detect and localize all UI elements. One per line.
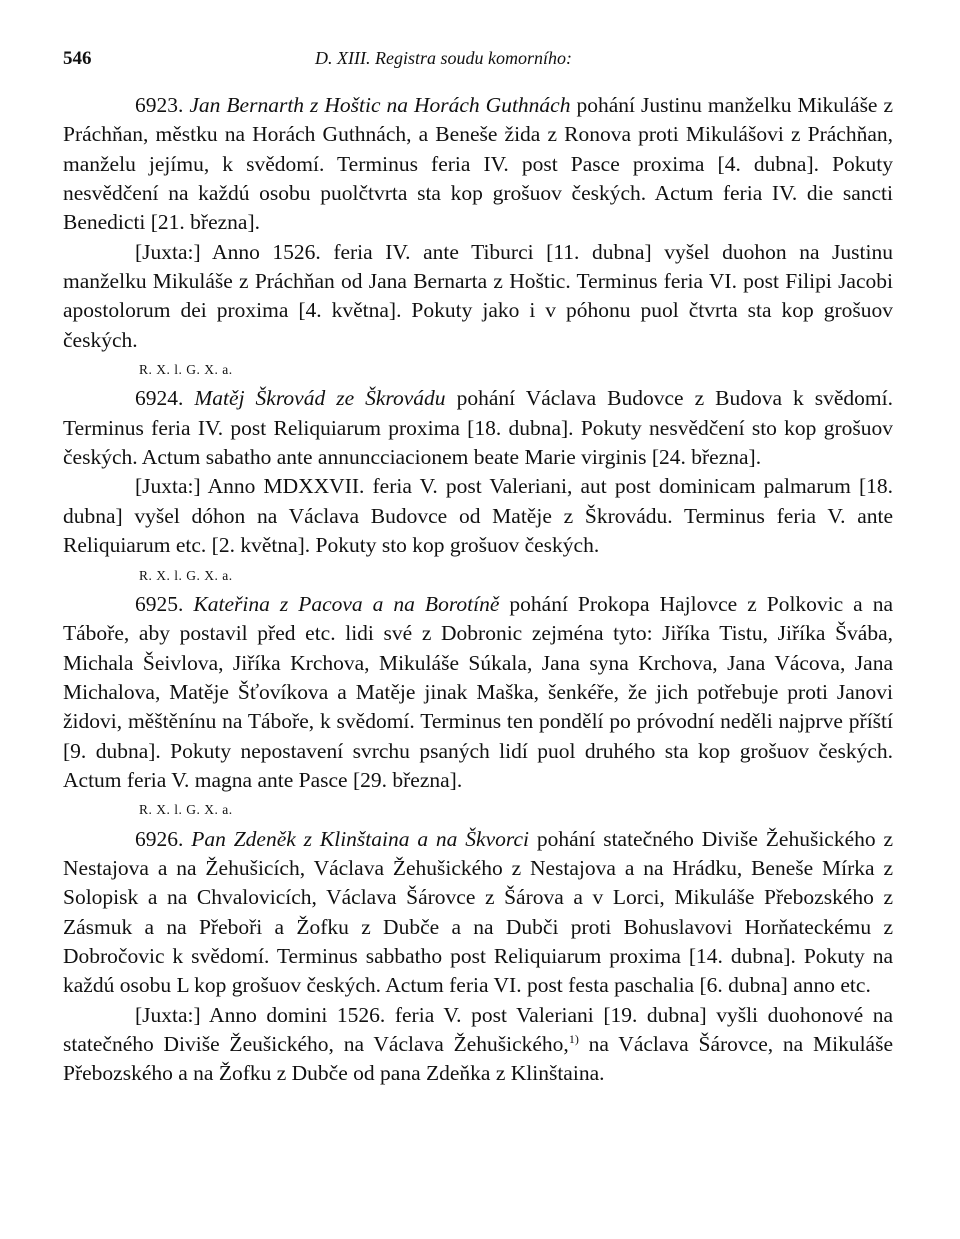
entry-number: 6926.: [135, 826, 184, 851]
entry-party: Jan Bernarth z Hoštic na Horách Guthnách: [189, 93, 571, 117]
page-number: 546: [63, 48, 92, 69]
entry-text: pohání Justinu manželku Mikuláše z Práchňan, městku na Horách Guthnách, a Beneše žida z Ronova proti Mikulášovi z Práchňan, manželu jejímu, k svědomí. Terminus feria IV. post Pasce proxima [4. dubna]. Pokuty nesvědčení na každú osobu puolčtvrta sta kop grošuov českých. Actum feria IV. die sancti Benedicti [21. března].: [63, 93, 894, 235]
footnote-mark: 1): [568, 1031, 579, 1046]
entry-text: pohání Václava Budovce z Budova k svědomí. Terminus feria IV. post Reliquiarum proxima [18. dubna]. Pokuty nesvědčení sto kop grošuov českých. Actum sabatho ante annuncciacionem beate Marie virginis [24. března].: [63, 386, 894, 470]
entry-6923-signature: R. X. l. G. X. a.: [139, 362, 233, 378]
entry-number: 6924.: [135, 386, 184, 411]
entry-6925: [63, 590, 893, 795]
entry-6923-juxta: [Juxta:] Anno 1526. feria IV. ante Tiburci [11. dubna] vyšel duohon na Justinu manželku Mikuláše z Práchňan od Jana Bernarta z Hoštic. Terminus feria VI. post Filipi Jacobi apostolorum dei proxima [4. května]. Pokuty jako i v póhonu puol čtvrta sta kop grošuov českých.: [63, 239, 893, 352]
entry-text: pohání statečného Diviše Žehušického z Nestajova a na Žehušicích, Václava Žehušického z Nestajova a na Hrádku, Beneše Mírka z Solopisk a na Chvalovicích, Václava Šárovce z Šárova a v Lorci, Mikuláše Přebozského z Zásmuk a na Přeboři a Žofku z Dubče a na Dubči proti Bohuslavovi Horňateckému z Dobročovic k svědomí. Terminus sabbatho post Reliquiarum proxima [14. dubna]. Pokuty na každú osobu L kop grošuov českých. Actum feria VI. post festa paschalia [6. dubna] anno etc.: [63, 826, 894, 998]
entry-6926-juxta: [63, 1001, 893, 1089]
entries: [63, 91, 893, 1089]
entry-6923: [63, 91, 893, 238]
running-title: D. XIII. Registra soudu komorního:: [315, 48, 572, 68]
juxta-tail: na Václava Šárovce, na Mikuláše Přebozského a na Žofku z Dubče od pana Zdeňka z Klinštaina.: [63, 1032, 893, 1086]
entry-number: 6925.: [135, 591, 184, 616]
entry-6925-signature: R. X. l. G. X. a.: [139, 802, 233, 818]
entry-6924-juxta: [Juxta:] Anno MDXXVII. feria V. post Valeriani, aut post dominicam palmarum [18. dubna] vyšel dóhon na Václava Budovce od Matěje z Škrovádu. Terminus feria V. ante Reliquiarum etc. [2. května]. Pokuty sto kop grošuov českých.: [63, 474, 893, 558]
entry-number: 6923.: [135, 93, 184, 117]
juxta-text: [Juxta:] Anno domini 1526. feria V. post Valeriani [19. dubna] vyšli duohonové na statečného Diviše Žeušického, na Václava Žehušického,: [63, 1002, 893, 1056]
book-page: [63, 40, 893, 1089]
entry-party: Pan Zdeněk z Klinštaina a na Škvorci: [191, 826, 529, 851]
entry-6926: [63, 825, 893, 1001]
entry-6924-signature: R. X. l. G. X. a.: [139, 567, 233, 583]
entry-party: Kateřina z Pacova a na Borotíně: [193, 591, 500, 616]
running-head: [63, 40, 893, 80]
entry-6924: [63, 384, 893, 472]
entry-party: Matěj Škrovád ze Škrovádu: [194, 386, 446, 411]
entry-text: pohání Prokopa Hajlovce z Polkovic a na Táboře, aby postavil před etc. lidi své z Dobronic zejména tyto: Jiříka Tistu, Jiříka Švába, Michala Šeivlova, Jiříka Krchova, Mikuláše Súkala, Jana syna Krchova, Jana Vácova, Jana Michalova, Matěje Šťovíkova a Matěje jinak Maška, šenkéře, že jich potřebuje proti Janovi židovi, měštěnínu na Táboře, k svědomí. Terminus ten pondělí po próvodní neděli najprve příští [9. dubna]. Pokuty nepostavení svrchu psaných lidí puol druhého sta kop grošuov českých. Actum feria V. magna ante Pasce [29. března].: [63, 591, 894, 792]
